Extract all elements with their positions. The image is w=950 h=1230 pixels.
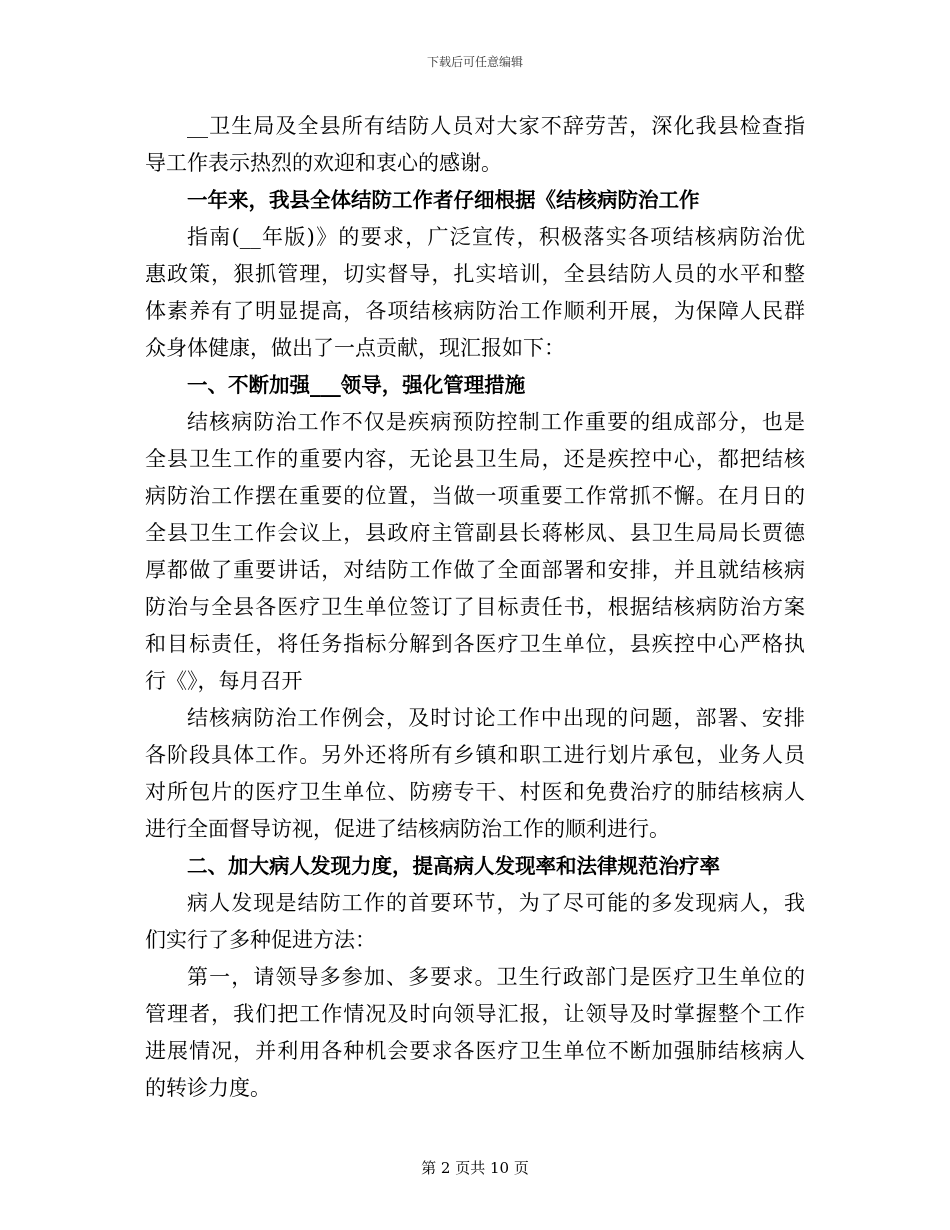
- paragraph-line: 全县卫生工作会议上，县政府主管副县长蒋彬凤、县卫生局局长贾德: [145, 521, 805, 545]
- document-body: [145, 108, 805, 1107]
- paragraph-line: 第一，请领导多参加、多要求。卫生行政部门是医疗卫生单位的: [187, 965, 805, 989]
- paragraph-line: 的转诊力度。: [145, 1076, 271, 1100]
- paragraph-line: 们实行了多种促进方法：: [145, 928, 376, 952]
- paragraph-line: 进展情况，并利用各种机会要求各医疗卫生单位不断加强肺结核病人: [145, 1039, 805, 1063]
- paragraph-line: 防治与全县各医疗卫生单位签订了目标责任书，根据结核病防治方案: [145, 595, 805, 619]
- paragraph-line: 各阶段具体工作。另外还将所有乡镇和职工进行划片承包，业务人员: [145, 743, 805, 767]
- section-heading: 二、加大病人发现力度，提高病人发现率和法律规范治疗率: [187, 854, 720, 878]
- paragraph-line: 众身体健康，做出了一点贡献，现汇报如下：: [145, 336, 565, 360]
- paragraph-heading-line: 一年来，我县全体结防工作者仔细根据《结核病防治工作: [187, 188, 700, 212]
- section-heading: 一、不断加强___领导，强化管理措施: [187, 373, 526, 397]
- paragraph-line: 行《》，每月召开: [145, 669, 303, 693]
- page-footer: 第 2 页共 10 页: [421, 1159, 529, 1177]
- paragraph-line: 体素养有了明显提高，各项结核病防治工作顺利开展，为保障人民群: [145, 299, 805, 323]
- paragraph-line: 病人发现是结防工作的首要环节，为了尽可能的多发现病人，我: [187, 891, 805, 915]
- paragraph-line: 结核病防治工作例会，及时讨论工作中出现的问题，部署、安排: [187, 706, 805, 730]
- paragraph-line: 结核病防治工作不仅是疾病预防控制工作重要的组成部分，也是: [187, 410, 805, 434]
- page-header: 下载后可任意编辑: [426, 55, 523, 69]
- paragraph-line: 管理者，我们把工作情况及时向领导汇报，让领导及时掌握整个工作: [145, 1002, 805, 1026]
- paragraph-line: 惠政策，狠抓管理，切实督导，扎实培训，全县结防人员的水平和整: [145, 262, 805, 286]
- paragraph-line: 全县卫生工作的重要内容，无论县卫生局，还是疾控中心，都把结核: [145, 447, 805, 471]
- paragraph-line: 导工作表示热烈的欢迎和衷心的感谢。: [145, 151, 502, 175]
- paragraph-line: 厚都做了重要讲话，对结防工作做了全面部署和安排，并且就结核病: [145, 558, 805, 582]
- paragraph-line: __卫生局及全县所有结防人员对大家不辞劳苦，深化我县检查指: [187, 114, 805, 138]
- paragraph-line: 病防治工作摆在重要的位置，当做一项重要工作常抓不懈。在月日的: [145, 484, 805, 508]
- paragraph-line: 进行全面督导访视，促进了结核病防治工作的顺利进行。: [145, 817, 670, 841]
- paragraph-line: 和目标责任，将任务指标分解到各医疗卫生单位，县疾控中心严格执: [145, 632, 805, 656]
- paragraph-line: 指南(__年版)》的要求，广泛宣传，积极落实各项结核病防治优: [187, 225, 805, 249]
- paragraph-line: 对所包片的医疗卫生单位、防痨专干、村医和免费治疗的肺结核病人: [145, 780, 805, 804]
